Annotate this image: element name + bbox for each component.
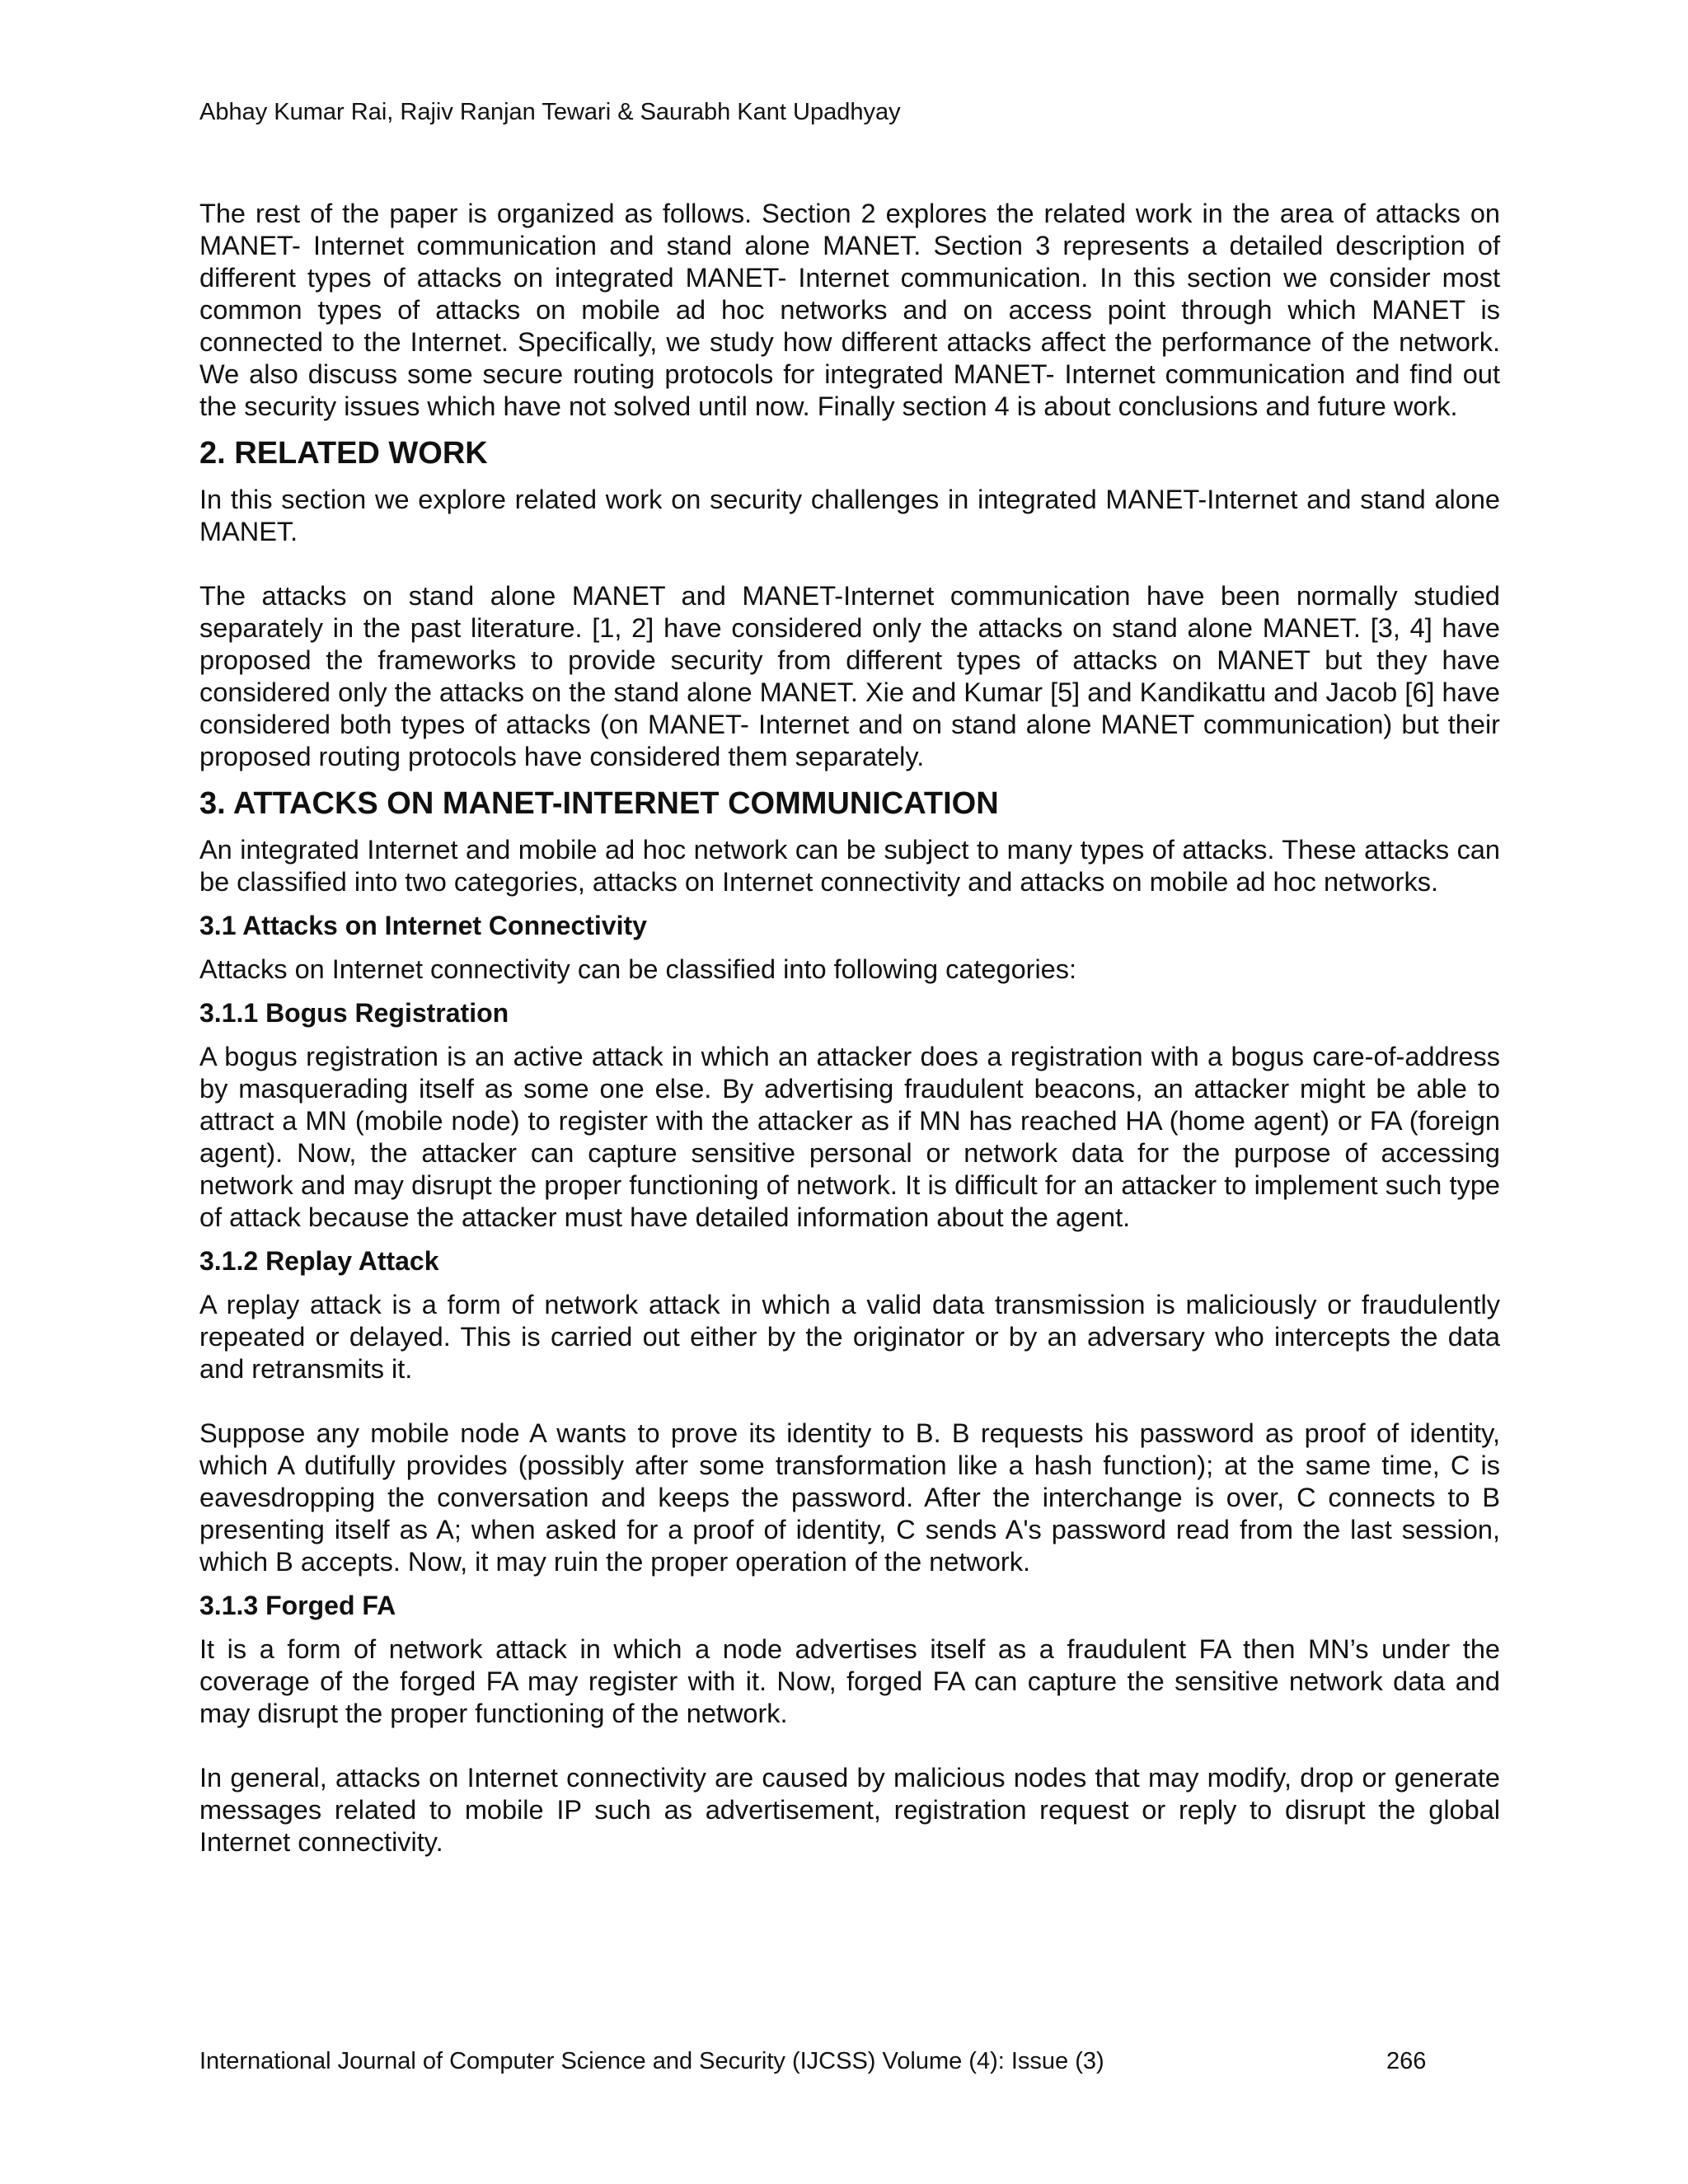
section-2-paragraph-1: In this section we explore related work on security challenges in integrated MANET-Internet and stand alone MANET. (199, 485, 1500, 546)
section-3-1-3-paragraph-1: It is a form of network attack in which a node advertises itself as a fraudulent FA then MN’s under the coverage of the forged FA may register with it. Now, forged FA can capture the sensitive network data and may disrupt the proper functioning of the network. (199, 1634, 1500, 1728)
footer-journal-title: International Journal of Computer Science and Security (IJCSS) Volume (4): Issue (3) (199, 2048, 1104, 2074)
section-3-paragraph: An integrated Internet and mobile ad hoc network can be subject to many types of attacks. These attacks can be classified into two categories, attacks on Internet connectivity and attacks on mobile ad hoc networks. (199, 835, 1500, 897)
section-3-1-paragraph: Attacks on Internet connectivity can be classified into following categories: (199, 954, 1077, 984)
section-2-paragraph-2: The attacks on stand alone MANET and MANET-Internet communication have been normally studied separately in the past literature. [1, 2] have considered only the attacks on stand alone MANET. [3, 4] have proposed the frameworks to provide security from different types of attacks on MANET but they have considered only the attacks on the stand alone MANET. Xie and Kumar [5] and Kandikattu and Jacob [6] have considered both types of attacks (on MANET- Internet and on stand alone MANET communication) but their proposed routing protocols have considered them separately. (199, 581, 1500, 771)
section-3-1-2-heading: 3.1.2 Replay Attack (199, 1246, 439, 1276)
section-3-1-2-paragraph-2: Suppose any mobile node A wants to prove its identity to B. B requests his password as proof of identity, which A dutifully provides (possibly after some transformation like a hash function); at the same time, C is eavesdropping the conversation and keeps the password. After the interchange is over, C connects to B presenting itself as A; when asked for a proof of identity, C sends A's password read from the last session, which B accepts. Now, it may ruin the proper operation of the network. (199, 1418, 1500, 1577)
section-2-heading: 2. RELATED WORK (199, 436, 488, 471)
running-head-authors: Abhay Kumar Rai, Rajiv Ranjan Tewari & Saurabh Kant Upadhyay (199, 99, 901, 125)
section-3-heading: 3. ATTACKS ON MANET-INTERNET COMMUNICATION (199, 786, 999, 821)
section-3-1-2-paragraph-1: A replay attack is a form of network attack in which a valid data transmission is maliciously or fraudulently repeated or delayed. This is carried out either by the originator or by an adversary who intercepts the data and retransmits it. (199, 1290, 1500, 1384)
section-3-1-3-paragraph-2: In general, attacks on Internet connectivity are caused by malicious nodes that may modify, drop or generate messages related to mobile IP such as advertisement, registration request or reply to disrupt the global Internet connectivity. (199, 1763, 1500, 1857)
intro-paragraph: The rest of the paper is organized as follows. Section 2 explores the related work in the area of attacks on MANET- Internet communication and stand alone MANET. Section 3 represents a detailed description of different types of attacks on integrated MANET- Internet communication. In this section we consider most common types of attacks on mobile ad hoc networks and on access point through which MANET is connected to the Internet. Specifically, we study how different attacks affect the performance of the network. We also discuss some secure routing protocols for integrated MANET- Internet communication and find out the security issues which have not solved until now. Finally section 4 is about conclusions and future work. (199, 199, 1500, 421)
footer-page-number: 266 (1386, 2048, 1427, 2074)
page-body (199, 198, 1500, 1858)
section-3-1-heading: 3.1 Attacks on Internet Connectivity (199, 911, 647, 940)
section-3-1-1-heading: 3.1.1 Bogus Registration (199, 998, 509, 1028)
section-3-1-1-paragraph: A bogus registration is an active attack in which an attacker does a registration with a bogus care-of-address by masquerading itself as some one else. By advertising fraudulent beacons, an attacker might be able to attract a MN (mobile node) to register with the attacker as if MN has reached HA (home agent) or FA (foreign agent). Now, the attacker can capture sensitive personal or network data for the purpose of accessing network and may disrupt the proper functioning of network. It is difficult for an attacker to implement such type of attack because the attacker must have detailed information about the agent. (199, 1042, 1500, 1232)
section-3-1-3-heading: 3.1.3 Forged FA (199, 1591, 396, 1620)
